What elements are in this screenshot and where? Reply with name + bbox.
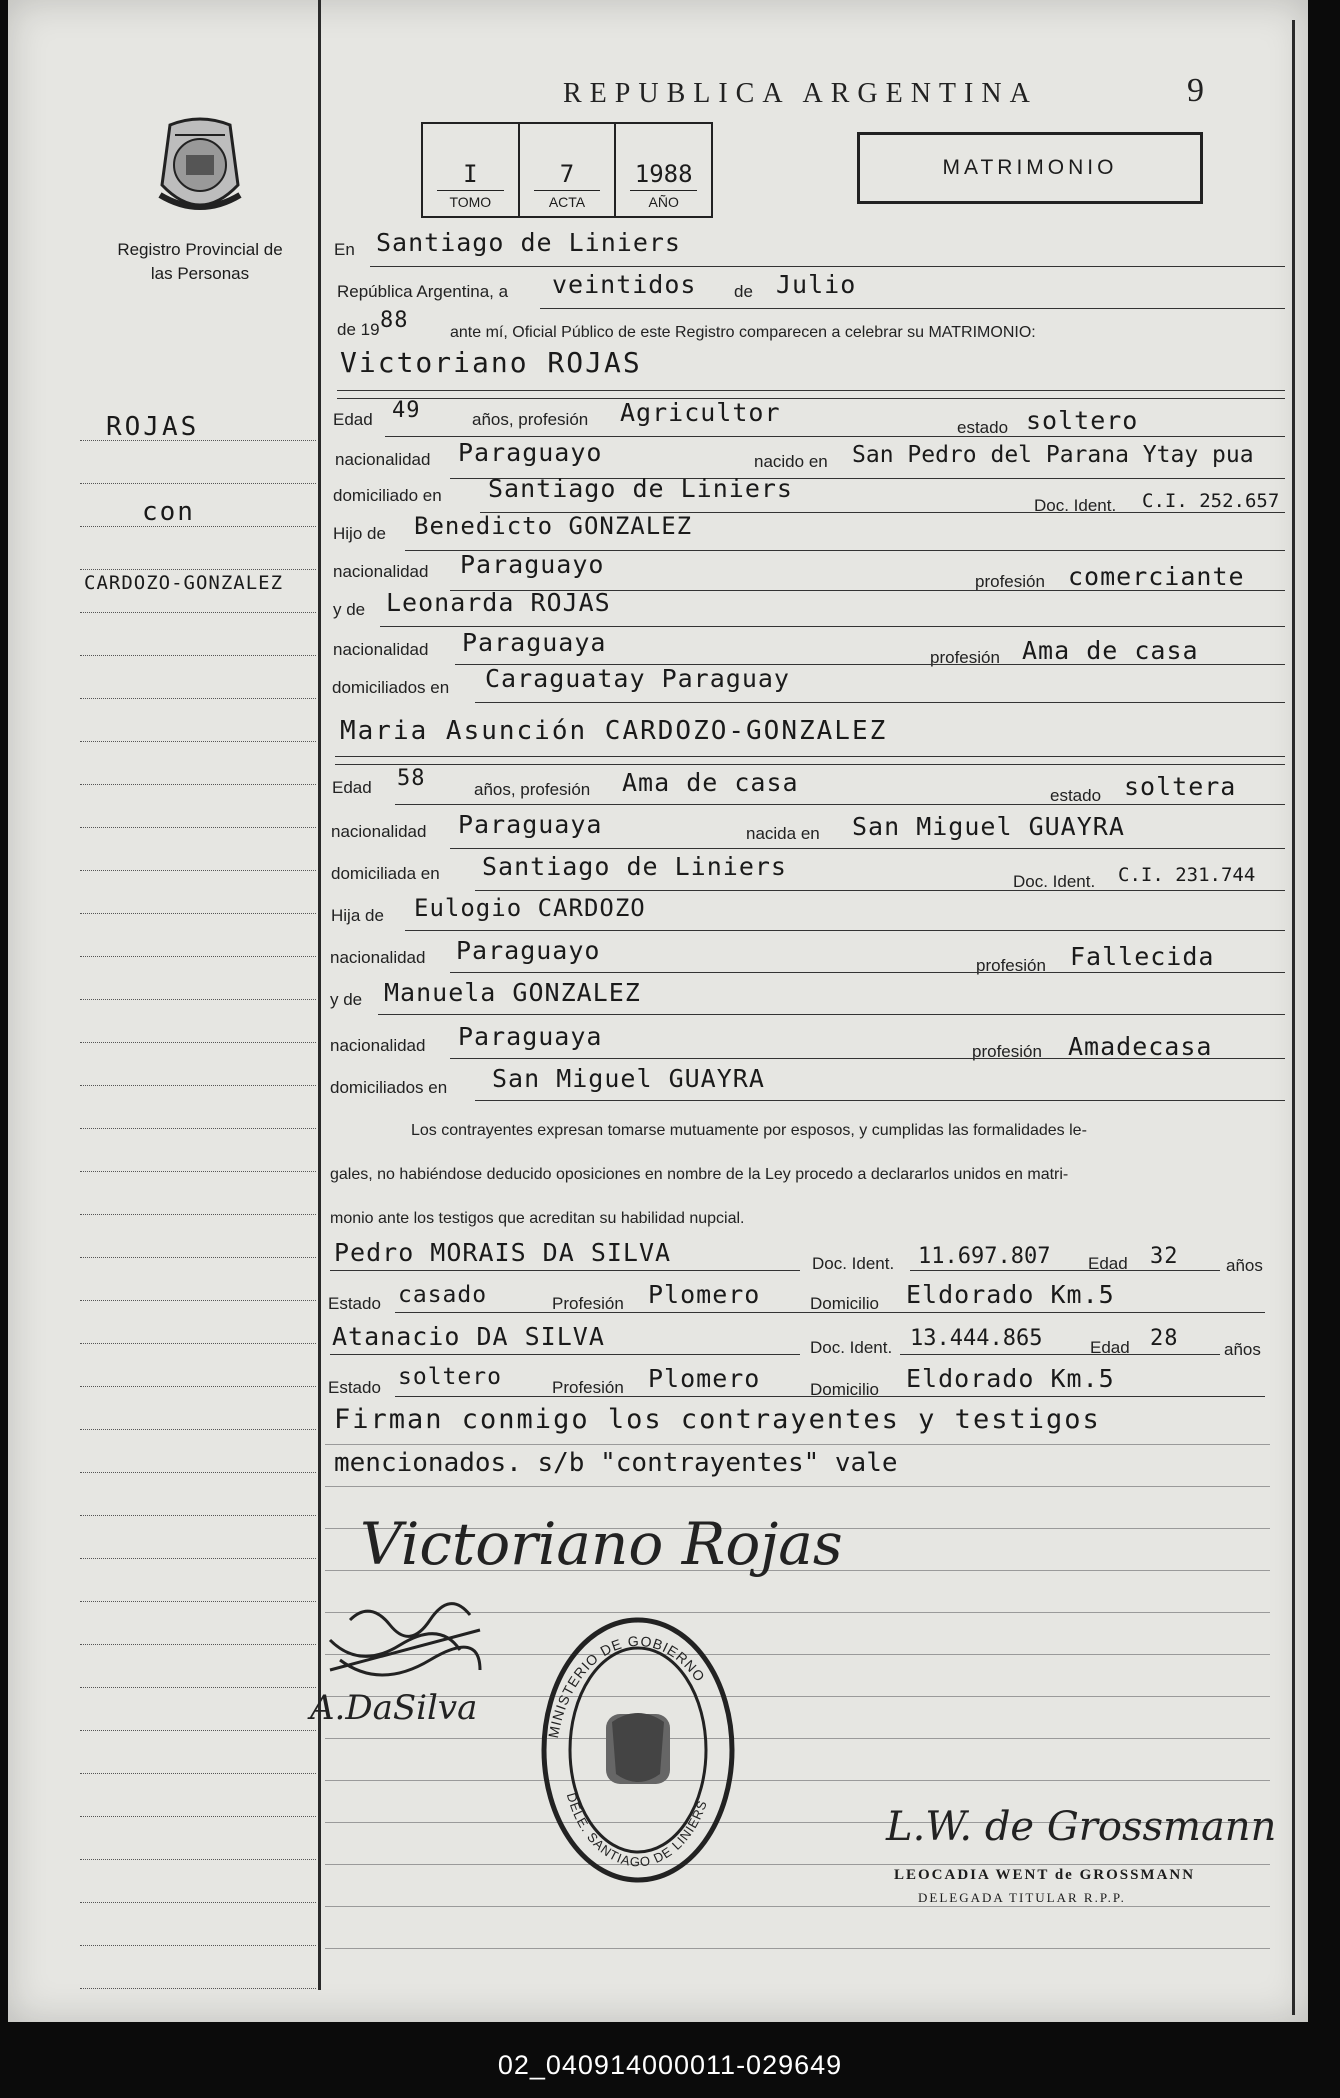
closing-line-1: Firman conmigo los contrayentes y testigos <box>334 1404 1101 1435</box>
witness2-estado-label: Estado <box>328 1378 381 1397</box>
page-number: 9 <box>1187 72 1204 109</box>
bride-mother-label: y de <box>330 990 363 1009</box>
signature-ruled-line <box>325 1864 1270 1865</box>
groom-parents-domicile: Caraguatay Paraguay <box>485 664 790 693</box>
bride-name: Maria Asunción CARDOZO-GONZALEZ <box>340 716 888 746</box>
closing-line-2: mencionados. s/b "contrayentes" vale <box>334 1448 898 1478</box>
stamp-text-top: MINISTERIO DE GOBIERNO <box>544 1632 709 1740</box>
margin-ruled-line <box>80 698 316 699</box>
bride-mother-profession: Amadecasa <box>1068 1032 1213 1061</box>
margin-ruled-line <box>80 1171 316 1172</box>
witness2-anos-label: años <box>1224 1340 1261 1359</box>
margin-ruled-line <box>80 1343 316 1344</box>
signature-ruled-line <box>325 1486 1270 1487</box>
witness2-doc: 13.444.865 <box>910 1326 1043 1351</box>
bride-age: 58 <box>397 766 426 791</box>
acta-cell <box>520 124 617 216</box>
bride-estado: soltera <box>1124 772 1237 801</box>
tomo-label: TOMO <box>449 194 492 210</box>
margin-ruled-line <box>80 913 316 914</box>
groom-estado: soltero <box>1026 406 1139 435</box>
page-edge-line <box>1292 20 1295 2015</box>
anio-value: 1988 <box>634 160 693 188</box>
bride-parents-dom-label: domiciliados en <box>330 1078 448 1097</box>
statement-text: ante mí, Oficial Público de este Registro comparecen a celebrar su MATRIMONIO: <box>450 324 1036 341</box>
bride-mother-prof-label: profesión <box>972 1042 1042 1061</box>
declaration-line-3: monio ante los testigos que acreditan su habilidad nupcial. <box>330 1210 745 1227</box>
margin-conjunction: con <box>142 497 195 527</box>
margin-ruled-line <box>80 1214 316 1215</box>
witness2-age: 28 <box>1150 1326 1179 1351</box>
margin-ruled-line <box>80 569 316 570</box>
groom-dom-label: domiciliado en <box>333 486 442 505</box>
margin-ruled-line <box>80 1730 316 1731</box>
en-label: En <box>334 240 355 259</box>
bride-birthplace: San Miguel GUAYRA <box>852 812 1125 841</box>
groom-mother-nac-label: nacionalidad <box>333 640 429 659</box>
bride-born-label: nacida en <box>746 824 820 843</box>
groom-age: 49 <box>392 398 421 423</box>
margin-ruled-line <box>80 827 316 828</box>
witness1-estado-label: Estado <box>328 1294 381 1313</box>
groom-born-label: nacido en <box>754 452 828 471</box>
declaration-line-2: gales, no habiéndose deducido oposiciones en nombre de la Ley procedo a declararlos unidos en matri- <box>330 1166 1069 1183</box>
groom-father-nationality: Paraguayo <box>460 550 605 579</box>
groom-name: Victoriano ROJAS <box>340 346 642 379</box>
bride-mother-nationality: Paraguaya <box>458 1022 603 1051</box>
margin-ruled-line <box>80 1128 316 1129</box>
country-title: REPUBLICA ARGENTINA <box>563 78 1038 109</box>
acta-reference-box <box>421 122 713 218</box>
witness1-estado: casado <box>398 1282 488 1308</box>
witness2-name: Atanacio DA SILVA <box>332 1322 605 1351</box>
margin-ruled-line <box>80 999 316 1000</box>
margin-ruled-line <box>80 655 316 656</box>
margin-ruled-line <box>80 1085 316 1086</box>
margin-ruled-line <box>80 1859 316 1860</box>
registry-label: Registro Provincial de las Personas <box>117 240 283 283</box>
margin-surname-bride: CARDOZO-GONZALEZ <box>84 572 284 594</box>
groom-nac-label: nacionalidad <box>335 450 431 469</box>
margin-ruled-line <box>80 1386 316 1387</box>
witness2-dom-label: Domicilio <box>810 1380 879 1399</box>
margin-ruled-line <box>80 1472 316 1473</box>
margin-ruled-line <box>80 1558 316 1559</box>
bride-father-nac-label: nacionalidad <box>330 948 426 967</box>
bride-age-label: Edad <box>332 778 372 797</box>
witness1-anos-label: años <box>1226 1256 1263 1275</box>
tomo-cell <box>423 124 520 216</box>
margin-ruled-line <box>80 956 316 957</box>
bride-anos-label: años, profesión <box>474 780 591 799</box>
bride-mother-nac-label: nacionalidad <box>330 1036 426 1055</box>
witness2-edad-label: Edad <box>1090 1338 1130 1357</box>
marriage-day: veintidos <box>552 270 697 299</box>
margin-ruled-line <box>80 1945 316 1946</box>
signature-ruled-line <box>325 1738 1270 1739</box>
year-suffix: 88 <box>380 308 409 333</box>
groom-anos-label: años, profesión <box>472 410 589 429</box>
groom-doc-label: Doc. Ident. <box>1034 496 1117 515</box>
witness2-prof-label: Profesión <box>552 1378 624 1397</box>
anio-label: AÑO <box>648 194 679 210</box>
margin-ruled-line <box>80 1644 316 1645</box>
groom-father-profession: comerciante <box>1068 562 1245 591</box>
margin-surname-groom: ROJAS <box>106 412 200 442</box>
official-title: DELEGADA TITULAR R.P.P. <box>918 1890 1126 1905</box>
groom-father-prof-label: profesión <box>975 572 1045 591</box>
document-id: 02_040914000011-029649 <box>497 2050 843 2080</box>
marriage-month: Julio <box>776 270 857 299</box>
bride-father: Eulogio CARDOZO <box>414 894 646 922</box>
margin-ruled-line <box>80 1257 316 1258</box>
witness1-edad-label: Edad <box>1088 1254 1128 1273</box>
groom-domicile: Santiago de Liniers <box>488 474 793 503</box>
witness1-doc: 11.697.807 <box>918 1244 1051 1269</box>
margin-ruled-line <box>80 1429 316 1430</box>
witness1-profession: Plomero <box>648 1280 761 1309</box>
republic-label: República Argentina, a <box>337 282 509 301</box>
margin-ruled-line <box>80 1902 316 1903</box>
margin-ruled-line <box>80 1042 316 1043</box>
groom-mother: Leonarda ROJAS <box>386 588 611 617</box>
groom-birthplace: San Pedro del Parana Ytay pua <box>852 442 1254 468</box>
record-type-box: MATRIMONIO <box>857 132 1203 204</box>
witness1-name: Pedro MORAIS DA SILVA <box>334 1238 672 1267</box>
de-label: de <box>734 282 753 301</box>
margin-ruled-line <box>80 1816 316 1817</box>
groom-signature: Victoriano Rojas <box>360 1510 843 1578</box>
margin-ruled-line <box>80 526 316 527</box>
margin-ruled-line <box>80 612 316 613</box>
margin-ruled-line <box>80 1601 316 1602</box>
groom-profession: Agricultor <box>620 398 781 427</box>
witness1-prof-label: Profesión <box>552 1294 624 1313</box>
witness2-signature: A.DaSilva <box>310 1688 478 1728</box>
anio-cell <box>616 124 711 216</box>
groom-father-label: Hijo de <box>333 524 386 543</box>
groom-age-label: Edad <box>333 410 373 429</box>
groom-estado-label: estado <box>957 418 1009 437</box>
bride-domicile: Santiago de Liniers <box>482 852 787 881</box>
margin-ruled-line <box>80 1687 316 1688</box>
groom-parents-dom-label: domiciliados en <box>332 678 450 697</box>
bride-doc-label: Doc. Ident. <box>1013 872 1096 891</box>
tomo-value: I <box>463 160 478 188</box>
signature-ruled-line <box>325 1780 1270 1781</box>
bride-mother: Manuela GONZALEZ <box>384 978 641 1007</box>
groom-mother-prof-label: profesión <box>930 648 1000 667</box>
margin-ruled-line <box>80 483 316 484</box>
bride-father-nationality: Paraguayo <box>456 936 601 965</box>
bride-father-profession: Fallecida <box>1070 942 1215 971</box>
witness1-doc-label: Doc. Ident. <box>812 1254 895 1273</box>
bride-nationality: Paraguaya <box>458 810 603 839</box>
margin-ruled-line <box>80 1988 316 1989</box>
witness1-dom-label: Domicilio <box>810 1294 879 1313</box>
stamp-text-bottom: DELE. SANTIAGO DE LINIERS <box>563 1790 711 1870</box>
groom-mother-profession: Ama de casa <box>1022 636 1199 665</box>
bride-profession: Ama de casa <box>622 768 799 797</box>
year-prefix: de 19 <box>337 320 380 339</box>
witness2-estado: soltero <box>398 1364 502 1390</box>
groom-mother-label: y de <box>333 600 366 619</box>
groom-doc: C.I. 252.657 <box>1142 490 1280 512</box>
margin-ruled-line <box>80 1515 316 1516</box>
marriage-place: Santiago de Liniers <box>376 228 681 257</box>
bride-estado-label: estado <box>1050 786 1102 805</box>
witness2-domicile: Eldorado Km.5 <box>906 1364 1115 1393</box>
declaration-line-1: Los contrayentes expresan tomarse mutuamente por esposos, y cumplidas las formalidades le- <box>411 1122 1087 1139</box>
government-stamp <box>538 1614 738 1886</box>
signature-ruled-line <box>325 1948 1270 1949</box>
margin-ruled-line <box>80 784 316 785</box>
bride-father-prof-label: profesión <box>976 956 1046 975</box>
provincial-seal-logo <box>150 115 250 225</box>
groom-nationality: Paraguayo <box>458 438 603 467</box>
official-name: LEOCADIA WENT de GROSSMANN <box>894 1867 1196 1883</box>
acta-value: 7 <box>559 160 575 188</box>
acta-label: ACTA <box>548 194 586 210</box>
margin-ruled-line <box>80 1773 316 1774</box>
margin-ruled-line <box>80 870 316 871</box>
bride-dom-label: domiciliada en <box>331 864 440 883</box>
witness2-profession: Plomero <box>648 1364 761 1393</box>
margin-ruled-line <box>80 1300 316 1301</box>
bride-father-label: Hija de <box>331 906 384 925</box>
bride-nac-label: nacionalidad <box>331 822 427 841</box>
margin-ruled-line <box>80 741 316 742</box>
groom-father: Benedicto GONZALEZ <box>414 512 693 540</box>
bride-doc: C.I. 231.744 <box>1118 864 1256 886</box>
witness1-domicile: Eldorado Km.5 <box>906 1280 1115 1309</box>
witness1-age: 32 <box>1150 1244 1179 1269</box>
groom-father-nac-label: nacionalidad <box>333 562 429 581</box>
bride-parents-domicile: San Miguel GUAYRA <box>492 1064 765 1093</box>
witness2-doc-label: Doc. Ident. <box>810 1338 893 1357</box>
signature-ruled-line <box>325 1906 1270 1907</box>
groom-mother-nationality: Paraguaya <box>462 628 607 657</box>
official-signature: L.W. de Grossmann <box>886 1804 1277 1850</box>
